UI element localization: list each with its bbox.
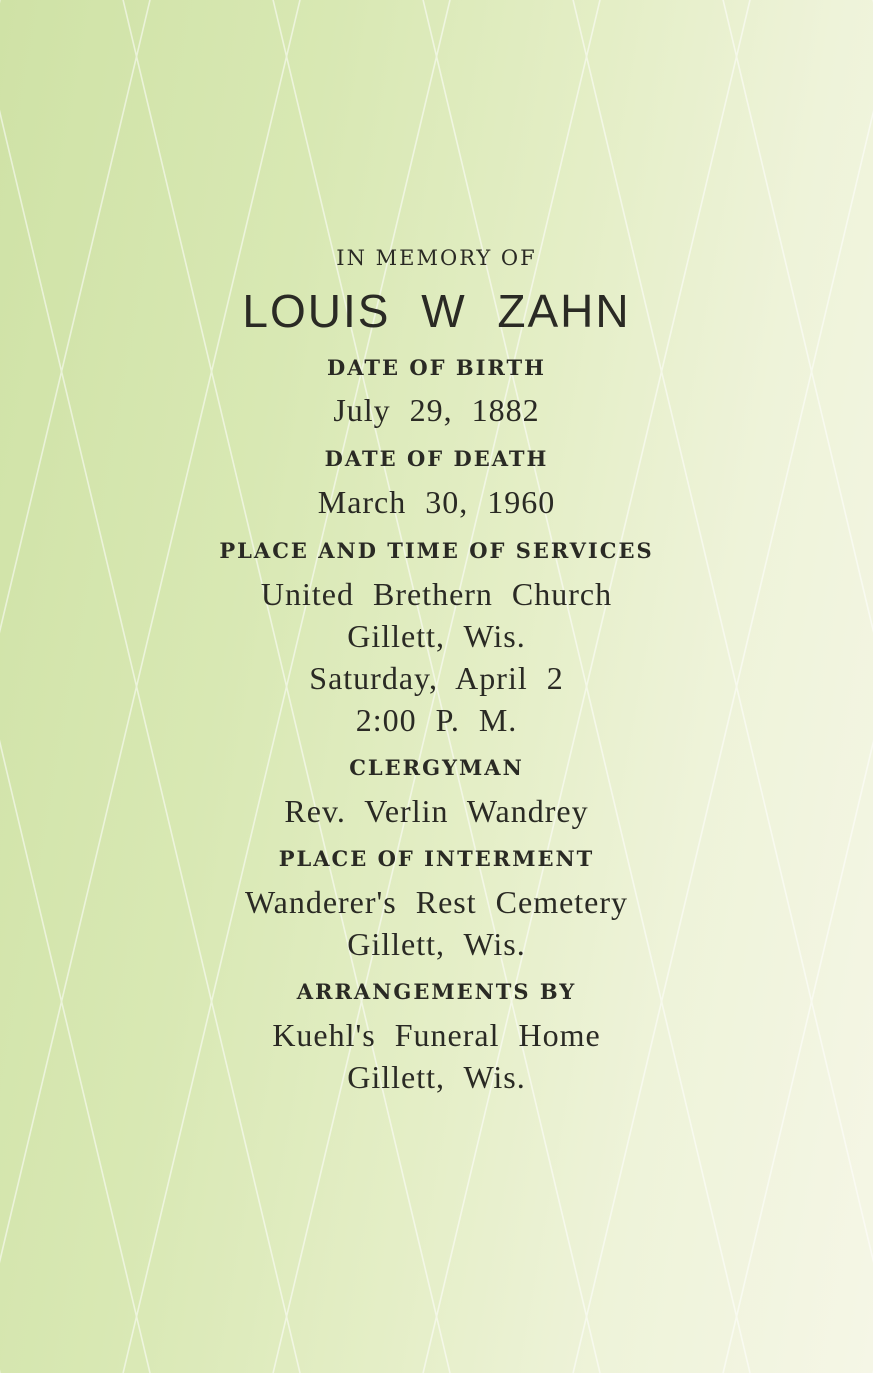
clergyman-label: CLERGYMAN: [349, 755, 524, 780]
services-city: Gillett, Wis.: [347, 618, 526, 654]
services-label: PLACE AND TIME OF SERVICES: [219, 538, 654, 563]
deceased-name: LOUIS W ZAHN: [242, 285, 631, 337]
birth-date: July 29, 1882: [333, 392, 540, 428]
services-place: United Brethern Church: [260, 576, 613, 612]
birth-label: DATE OF BIRTH: [327, 355, 546, 380]
death-date: March 30, 1960: [317, 484, 556, 520]
clergyman-name: Rev. Verlin Wandrey: [284, 793, 589, 829]
death-label: DATE OF DEATH: [324, 446, 549, 471]
services-day: Saturday, April 2: [309, 660, 564, 696]
services-time: 2:00 P. M.: [355, 702, 518, 738]
interment-label: PLACE OF INTERMENT: [278, 846, 595, 871]
interment-place: Wanderer's Rest Cemetery: [244, 884, 629, 920]
arrangements-label: ARRANGEMENTS BY: [296, 979, 577, 1004]
arrangements-by: Kuehl's Funeral Home: [272, 1017, 601, 1053]
interment-city: Gillett, Wis.: [347, 926, 526, 962]
heading-in-memory-of: IN MEMORY OF: [336, 246, 537, 270]
arrangements-city: Gillett, Wis.: [347, 1059, 526, 1095]
